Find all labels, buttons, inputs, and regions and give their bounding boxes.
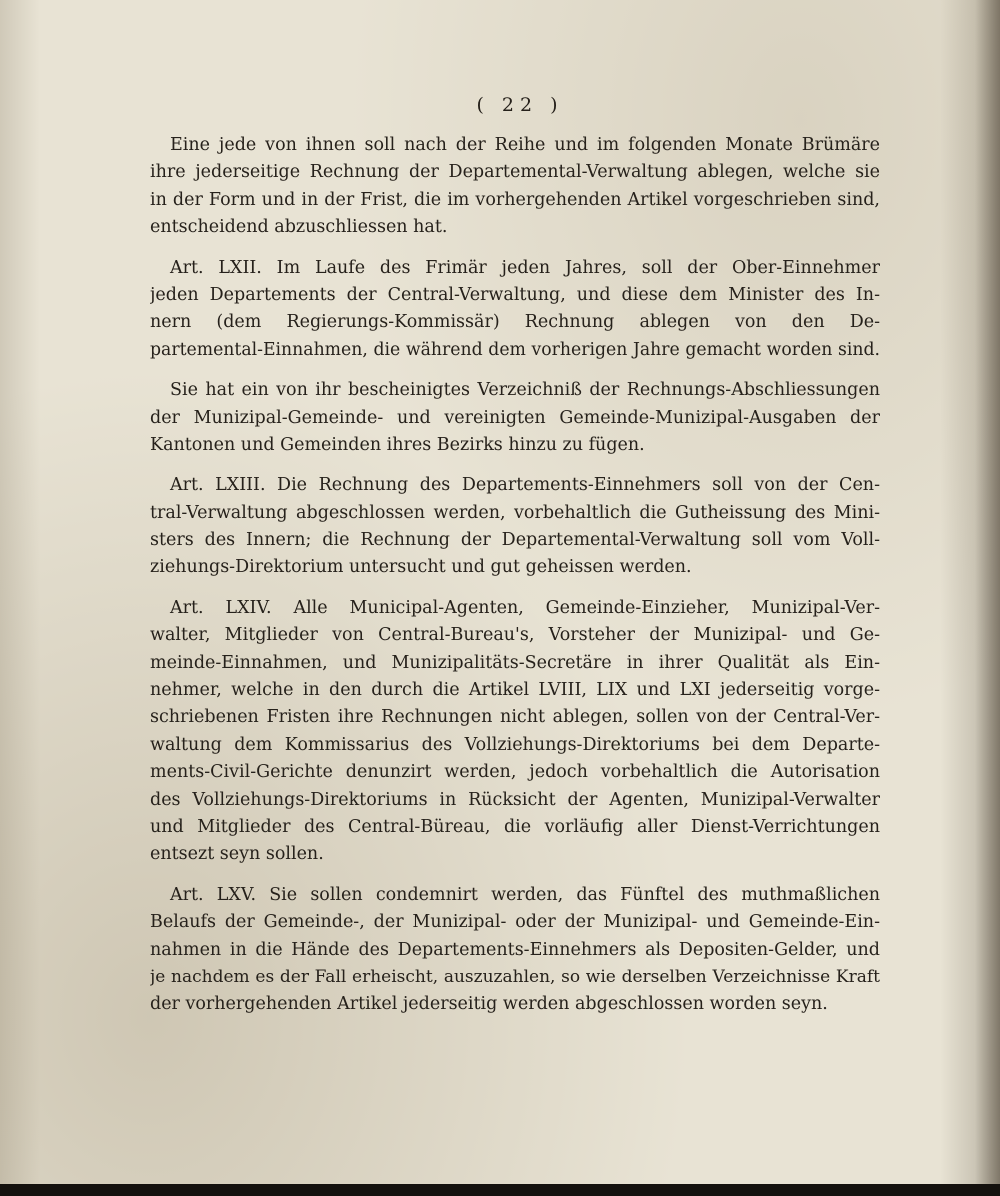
text-line: Art. LXIV. Alle Municipal-Agenten, Gemeinde-Einzieher, Munizipal-Ver- [170, 597, 880, 618]
page-bottom-edge [0, 1184, 1000, 1196]
gutter-shadow [975, 0, 1000, 1184]
text-line: Art. LXIII. Die Rechnung des Departements-Einnehmers soll von der Cen- [170, 475, 880, 496]
paragraph-article-lxiv [150, 595, 880, 869]
text-line: des Vollziehungs-Direktoriums in Rücksicht der Agenten, Munizipal-Verwalter [150, 789, 880, 810]
text-line: Art. LXII. Im Laufe des Frimär jeden Jahres, soll der Ober-Einnehmer [170, 257, 880, 278]
text-line: tral-Verwaltung abgeschlossen werden, vorbehaltlich die Gutheissung des Mini- [150, 502, 880, 523]
text-line: partemental-Einnahmen, die während dem vorherigen Jahre gemacht worden sind. [150, 339, 880, 360]
text-line: nern (dem Regierungs-Kommissär) Rechnung ablegen von den De- [150, 312, 880, 333]
text-line: meinde-Einnahmen, und Munizipalitäts-Secretäre in ihrer Qualität als Ein- [150, 652, 880, 673]
paragraph-1 [150, 132, 880, 242]
text-line: sters des Innern; die Rechnung der Departemental-Verwaltung soll vom Voll- [150, 530, 880, 551]
text-line: und Mitglieder des Central-Büreau, die vorläufig aller Dienst-Verrichtungen [150, 816, 880, 837]
text-line: Kantonen und Gemeinden ihres Bezirks hinzu zu fügen. [150, 434, 645, 455]
text-line: Eine jede von ihnen soll nach der Reihe und im folgenden Monate Brümäre [170, 135, 880, 155]
text-line: nehmer, welche in den durch die Artikel LVIII, LIX und LXI jederseitig vorge- [150, 680, 880, 701]
paragraph-article-lxv [150, 882, 880, 1019]
text-line: Art. LXV. Sie sollen condemnirt werden, das Fünftel des muthmaßlichen [170, 884, 880, 905]
text-line: ihre jederseitige Rechnung der Departemental-Verwaltung ablegen, welche sie [150, 162, 880, 183]
paragraph-3 [150, 377, 880, 459]
text-line: ziehungs-Direktorium untersucht und gut geheissen werden. [150, 557, 692, 578]
page-number: ( 22 ) [476, 94, 564, 116]
text-line: Sie hat ein von ihr bescheinigtes Verzeichniß der Rechnungs-Abschliessungen [170, 380, 880, 401]
text-line: entscheidend abzuschliessen hat. [150, 217, 448, 238]
text-line: Belaufs der Gemeinde-, der Munizipal- oder der Munizipal- und Gemeinde-Ein- [150, 912, 880, 933]
text-line: entsezt seyn sollen. [150, 844, 324, 865]
text-line: walter, Mitglieder von Central-Bureau's, Vorsteher der Munizipal- und Ge- [150, 625, 880, 646]
text-line: ments-Civil-Gerichte denunzirt werden, jedoch vorbehaltlich die Autorisation [150, 762, 880, 783]
text-line: der Munizipal-Gemeinde- und vereinigten Gemeinde-Munizipal-Ausgaben der [150, 407, 880, 428]
text-line: in der Form und in der Frist, die im vorhergehenden Artikel vorgeschrieben sind, [150, 189, 880, 210]
text-line: schriebenen Fristen ihre Rechnungen nicht ablegen, sollen von der Central-Ver- [150, 707, 880, 728]
paragraph-article-lxii [150, 255, 880, 365]
text-block [150, 88, 880, 1032]
text-line: der vorhergehenden Artikel jederseitig werden abgeschlossen worden seyn. [150, 994, 828, 1015]
text-line: waltung dem Kommissarius des Vollziehungs-Direktoriums bei dem Departe- [150, 734, 880, 755]
paragraph-article-lxiii [150, 472, 880, 582]
text-line: nahmen in die Hände des Departements-Einnehmers als Depositen-Gelder, und [150, 939, 880, 960]
text-line: jeden Departements der Central-Verwaltung, und diese dem Minister des In- [150, 284, 880, 305]
text-line: je nachdem es der Fall erheischt, auszuzahlen, so wie derselben Verzeichnisse Kraft [150, 966, 880, 987]
